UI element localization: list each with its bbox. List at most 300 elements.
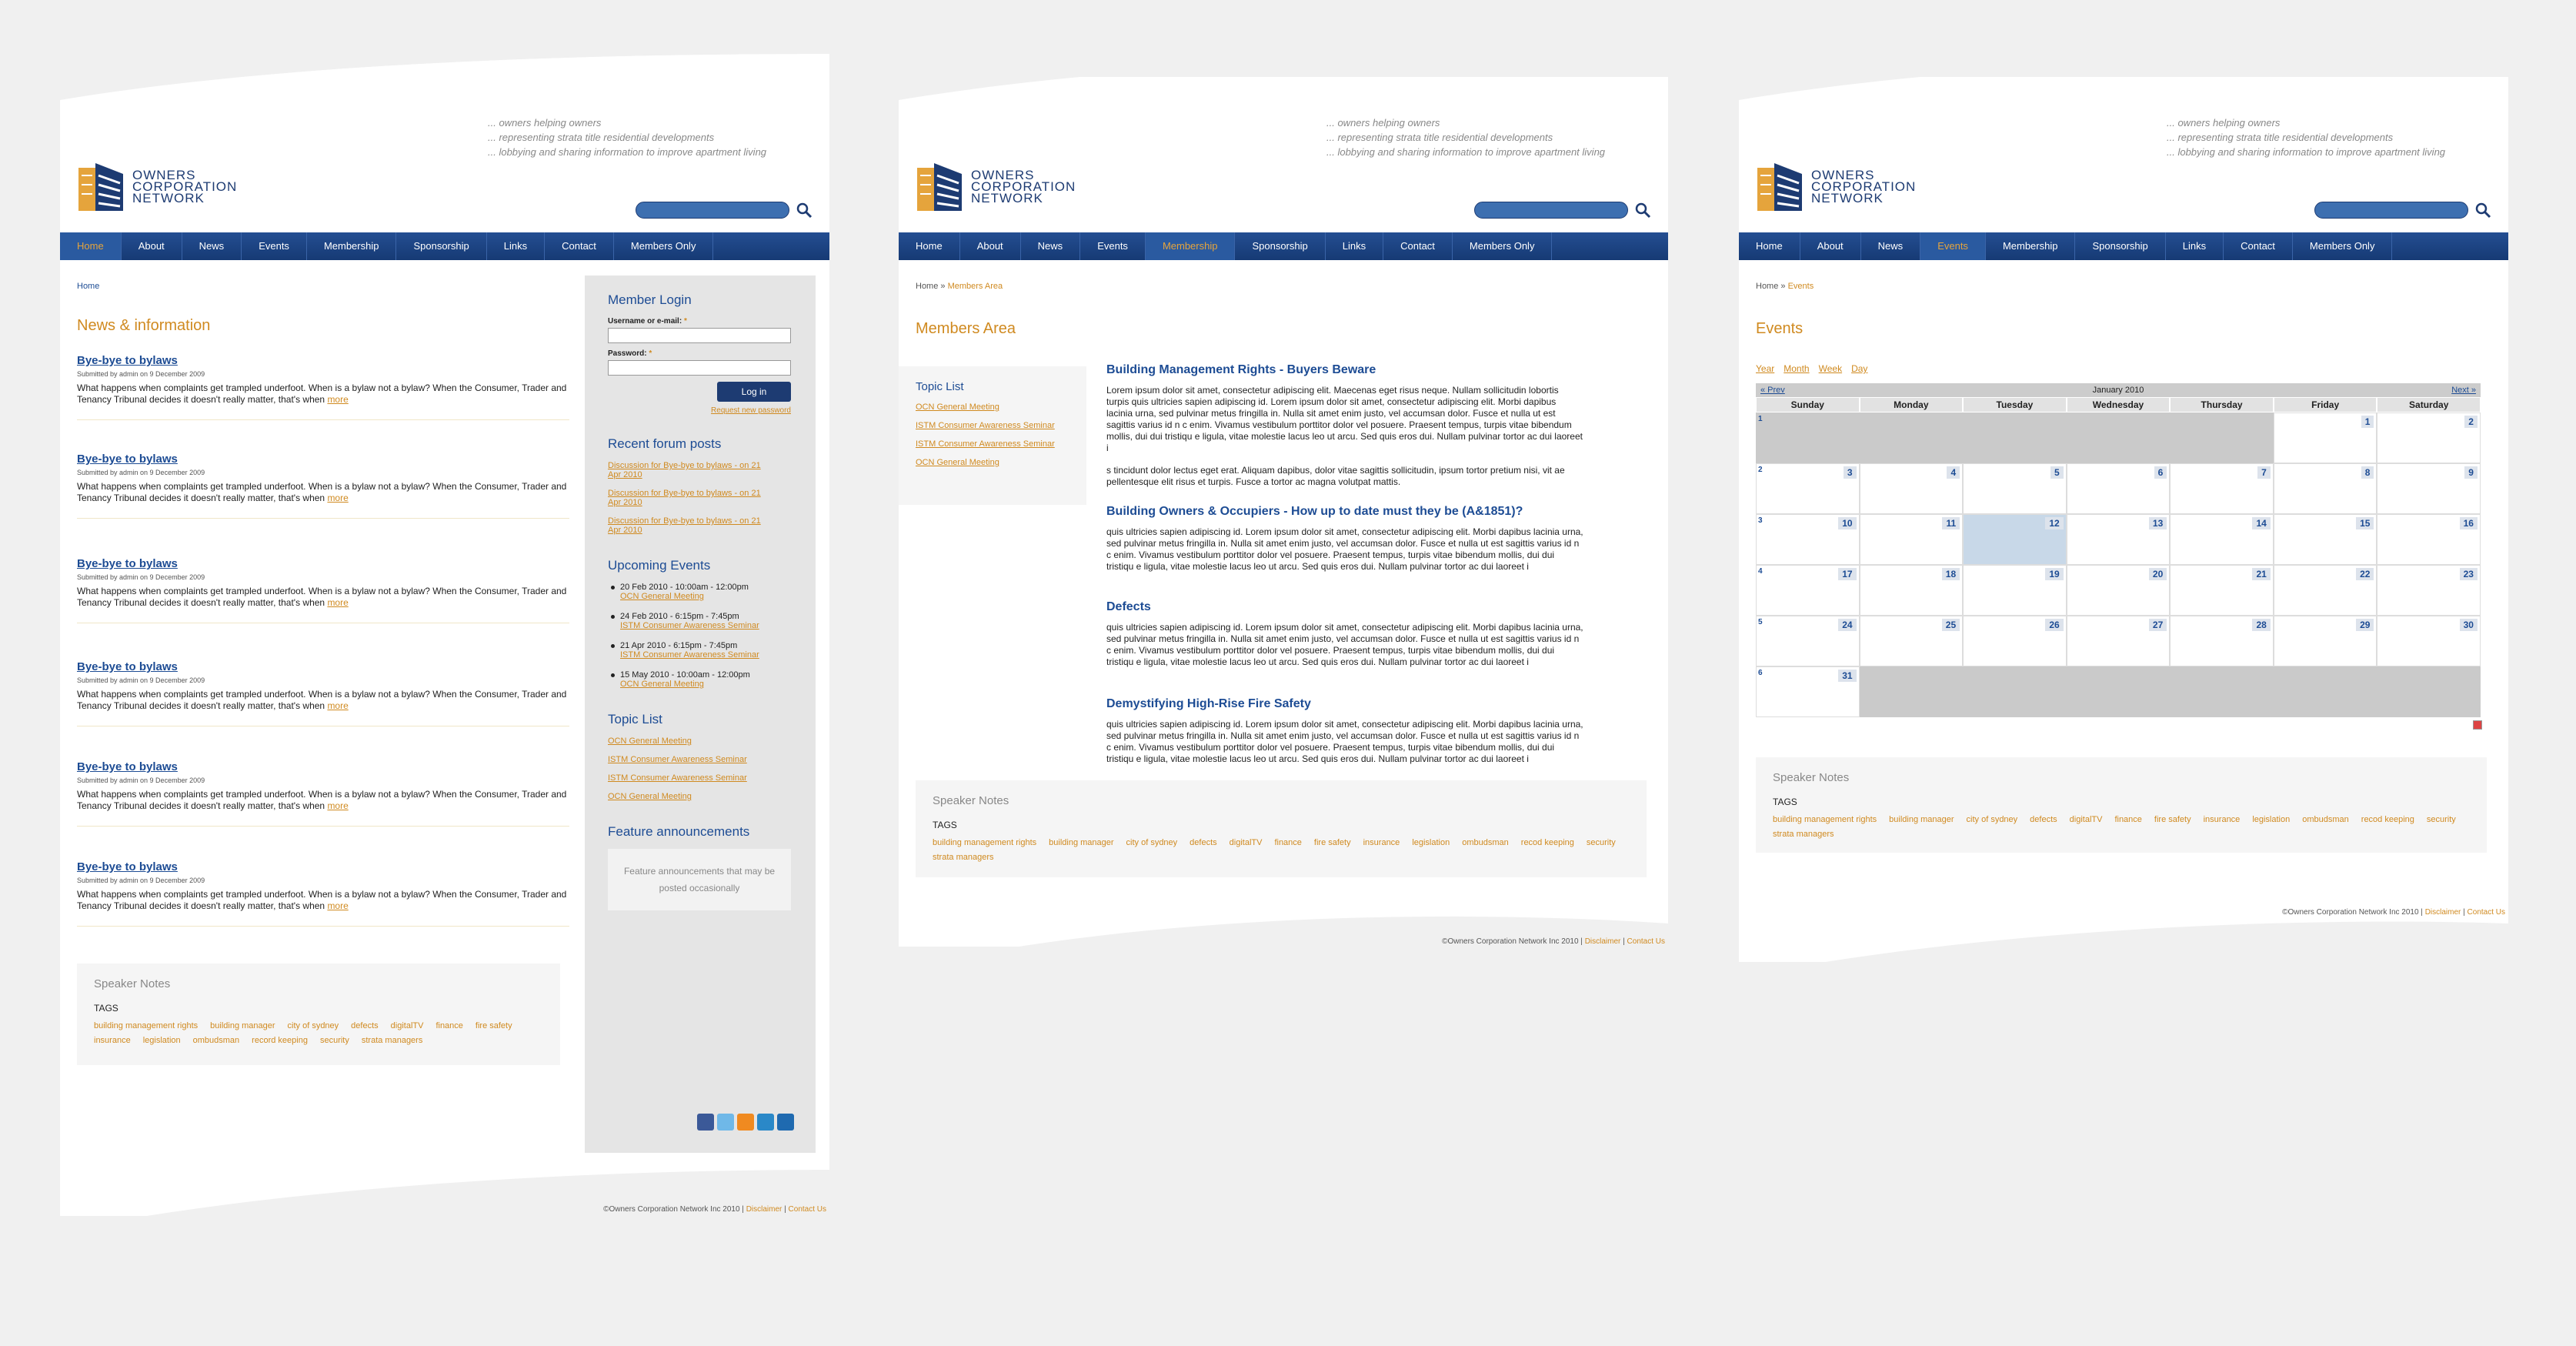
nav-contact[interactable]: Contact <box>1383 232 1453 260</box>
calendar-day-number[interactable]: 30 <box>2460 619 2478 631</box>
search-icon[interactable] <box>1634 202 1651 219</box>
tags-heading: TAGS <box>1773 797 1797 807</box>
article-title[interactable]: Building Owners & Occupiers - How up to date must they be (A&1851)? <box>1106 505 1523 518</box>
news-item-meta: Submitted by admin on 9 December 2009 <box>77 676 205 684</box>
weekday-label: Tuesday <box>1963 397 2067 412</box>
nav-sponsorship[interactable]: Sponsorship <box>2075 232 2165 260</box>
share-icon[interactable] <box>757 1114 774 1131</box>
tag-link[interactable]: security <box>1586 838 1616 847</box>
breadcrumb-home[interactable]: Home <box>77 282 100 291</box>
calendar-day-number[interactable]: 27 <box>2149 619 2167 631</box>
logo-text: OWNERS CORPORATION NETWORK <box>971 168 1076 205</box>
news-item-title[interactable]: Bye-bye to bylaws <box>77 760 178 773</box>
forum-post-link[interactable]: Discussion for Bye-bye to bylaws - on 21 Apr 2010 <box>608 516 761 535</box>
article <box>1106 505 1583 573</box>
calendar-day-cell[interactable] <box>1756 463 1860 514</box>
breadcrumb: Home » Events <box>1756 282 1814 291</box>
week-number[interactable]: 1 <box>1758 415 1763 423</box>
member-login-title: Member Login <box>608 292 692 307</box>
nav-news[interactable]: News <box>1861 232 1921 260</box>
news-item-body: What happens when complaints get trampled underfoot. When is a bylaw not a bylaw? When the Consumer, Trader and Tenancy Tribunal decides it doesn't really matter, that's when <box>77 481 567 503</box>
nav-home[interactable]: Home <box>1739 232 1800 260</box>
page-title: Events <box>1756 320 1804 337</box>
calendar-day-number[interactable]: 9 <box>2464 466 2478 479</box>
password-field[interactable] <box>608 360 791 376</box>
tag-link[interactable]: ombudsman <box>192 1036 240 1045</box>
breadcrumb-current: Events <box>1787 282 1814 291</box>
calendar-day-cell[interactable] <box>2377 565 2481 616</box>
social-icons <box>694 1114 794 1134</box>
tag-list <box>933 835 1630 864</box>
tag-link[interactable]: legislation <box>1412 838 1450 847</box>
tag-link[interactable]: legislation <box>142 1036 181 1045</box>
weekday-label: Wednesday <box>2067 397 2171 412</box>
tag-link[interactable]: recod keeping <box>1520 838 1574 847</box>
tab-day[interactable]: Day <box>1851 363 1868 374</box>
event-link[interactable]: ISTM Consumer Awareness Seminar <box>620 650 759 660</box>
tag-list <box>1773 812 2470 841</box>
calendar-day-number[interactable]: 17 <box>1838 568 1856 580</box>
calendar-day-cell[interactable] <box>1756 666 1860 717</box>
calendar-day-cell[interactable] <box>2067 514 2171 565</box>
calendar-day-cell[interactable] <box>1963 463 2067 514</box>
week-number[interactable]: 5 <box>1758 618 1763 626</box>
news-item-title[interactable]: Bye-bye to bylaws <box>77 453 178 466</box>
weekday-header <box>1756 397 2481 412</box>
request-password-link[interactable]: Request new password <box>711 406 791 415</box>
tab-month[interactable]: Month <box>1784 363 1810 374</box>
nav-membership[interactable]: Membership <box>1146 232 1236 260</box>
username-label: Username or e-mail: * <box>608 317 687 326</box>
news-page <box>60 77 829 1216</box>
tag-link[interactable]: finance <box>1274 838 1302 847</box>
tag-link[interactable]: building management rights <box>94 1021 199 1030</box>
more-link[interactable]: more <box>327 394 349 405</box>
nav-links[interactable]: Links <box>1326 232 1383 260</box>
nav-members-only[interactable]: Members Only <box>614 232 714 260</box>
feature-box: Feature announcements that may be posted occasionally <box>608 849 791 910</box>
calendar-day-number[interactable]: 1 <box>2361 416 2374 428</box>
nav-membership[interactable]: Membership <box>1986 232 2076 260</box>
nav-home[interactable]: Home <box>60 232 122 260</box>
topic-link[interactable]: OCN General Meeting <box>608 736 692 746</box>
calendar-day-cell <box>2170 412 2274 463</box>
calendar-day-number[interactable]: 21 <box>2252 568 2270 580</box>
news-item-meta: Submitted by admin on 9 December 2009 <box>77 777 205 784</box>
calendar-day-cell[interactable] <box>2274 565 2377 616</box>
nav-sponsorship[interactable]: Sponsorship <box>1235 232 1325 260</box>
calendar-day-cell <box>2274 666 2377 717</box>
tab-year[interactable]: Year <box>1756 363 1775 374</box>
tagline: ... owners helping owners ... representing strata title residential developments ... lobbying and sharing information to improve apartment living <box>1326 117 1606 158</box>
topic-list-title: Topic List <box>608 712 662 726</box>
calendar-day-cell <box>1963 666 2067 717</box>
tag-link[interactable]: defects <box>351 1021 379 1030</box>
tag-link[interactable]: fire safety <box>1313 838 1351 847</box>
footer: ©Owners Corporation Network Inc 2010 | Disclaimer | Contact Us <box>603 1205 826 1214</box>
calendar-day-cell[interactable] <box>2377 616 2481 666</box>
news-item-body: What happens when complaints get trampled underfoot. When is a bylaw not a bylaw? When the Consumer, Trader and Tenancy Tribunal decides it doesn't really matter, that's when <box>77 889 567 911</box>
forum-post-link[interactable]: Discussion for Bye-bye to bylaws - on 21 Apr 2010 <box>608 489 761 507</box>
forum-post-link[interactable]: Discussion for Bye-bye to bylaws - on 21 Apr 2010 <box>608 461 761 479</box>
breadcrumb-home[interactable]: Home <box>916 282 939 291</box>
calendar-day-number[interactable]: 31 <box>1838 670 1856 682</box>
event-link[interactable]: OCN General Meeting <box>620 680 704 689</box>
nav-membership[interactable]: Membership <box>307 232 397 260</box>
calendar-day-number[interactable]: 25 <box>1942 619 1960 631</box>
building-logo-icon <box>77 160 128 214</box>
page-bottom-curve <box>60 1170 829 1231</box>
calendar-header <box>1756 383 2481 397</box>
calendar-day-number[interactable]: 23 <box>2460 568 2478 580</box>
speaker-notes-title: Speaker Notes <box>1773 771 1850 784</box>
event-item: 20 Feb 2010 - 10:00am - 12:00pm OCN General Meeting <box>620 583 792 601</box>
topic-link[interactable]: ISTM Consumer Awareness Seminar <box>916 439 1055 449</box>
calendar-day-number[interactable]: 3 <box>1844 466 1857 479</box>
calendar-day-cell <box>1860 666 1964 717</box>
calendar-day-number[interactable]: 29 <box>2356 619 2374 631</box>
speaker-notes <box>1756 757 2487 853</box>
article-title[interactable]: Demystifying High-Rise Fire Safety <box>1106 697 1311 710</box>
disclaimer-link[interactable]: Disclaimer <box>1584 937 1621 946</box>
more-link[interactable]: more <box>327 597 349 608</box>
building-logo-icon <box>1756 160 1807 214</box>
tag-link[interactable]: insurance <box>2203 815 2241 824</box>
main-nav <box>1739 232 2508 260</box>
site-logo[interactable] <box>1756 160 1933 214</box>
calendar-day-cell[interactable] <box>2274 412 2377 463</box>
calendar-day-cell[interactable] <box>2377 412 2481 463</box>
search-icon[interactable] <box>796 202 813 219</box>
calendar-day-cell[interactable] <box>1860 514 1964 565</box>
week-number[interactable]: 4 <box>1758 567 1763 576</box>
forum-title: Recent forum posts <box>608 436 722 451</box>
tag-link[interactable]: finance <box>2114 815 2142 824</box>
tag-link[interactable]: security <box>2426 815 2456 824</box>
feature-title: Feature announcements <box>608 824 750 839</box>
tag-link[interactable]: record keeping <box>252 1036 308 1045</box>
more-link[interactable]: more <box>327 493 349 503</box>
weekday-label: Friday <box>2274 397 2377 412</box>
tag-link[interactable]: recod keeping <box>2361 815 2414 824</box>
calendar-day-cell[interactable] <box>1860 565 1964 616</box>
username-field[interactable] <box>608 328 791 343</box>
calendar-day-number[interactable]: 7 <box>2257 466 2271 479</box>
nav-links[interactable]: Links <box>2166 232 2224 260</box>
calendar-day-cell[interactable] <box>2170 514 2274 565</box>
calendar-day-cell[interactable] <box>2377 514 2481 565</box>
calendar-day-cell[interactable] <box>2170 565 2274 616</box>
nav-news[interactable]: News <box>182 232 242 260</box>
calendar-day-cell[interactable] <box>2170 463 2274 514</box>
nav-contact[interactable]: Contact <box>2224 232 2293 260</box>
nav-members-only[interactable]: Members Only <box>2293 232 2393 260</box>
calendar-day-cell <box>2377 666 2481 717</box>
calendar-day-number[interactable]: 16 <box>2460 517 2478 529</box>
calendar-day-cell[interactable] <box>1860 463 1964 514</box>
contact-link[interactable]: Contact Us <box>788 1205 826 1214</box>
more-link[interactable]: more <box>327 800 349 811</box>
breadcrumb-home[interactable]: Home <box>1756 282 1779 291</box>
nav-events[interactable]: Events <box>242 232 307 260</box>
event-item: 15 May 2010 - 10:00am - 12:00pm OCN General Meeting <box>620 670 792 689</box>
news-item-body: What happens when complaints get trampled underfoot. When is a bylaw not a bylaw? When the Consumer, Trader and Tenancy Tribunal decides it doesn't really matter, that's when <box>77 586 567 608</box>
facebook-icon[interactable] <box>697 1114 714 1131</box>
page-bottom-curve <box>1739 916 2508 977</box>
news-item-body: What happens when complaints get trampled underfoot. When is a bylaw not a bylaw? When the Consumer, Trader and Tenancy Tribunal decides it doesn't really matter, that's when <box>77 382 567 405</box>
calendar-day-cell[interactable] <box>2170 616 2274 666</box>
breadcrumb: Home » Members Area <box>916 282 1003 291</box>
tag-link[interactable]: building management rights <box>933 838 1037 847</box>
calendar-day-number[interactable]: 24 <box>1838 619 1856 631</box>
ical-icon[interactable] <box>2473 720 2482 730</box>
prev-month-link[interactable]: « Prev <box>1760 386 1785 395</box>
page-top-curve <box>1739 54 2508 100</box>
login-button[interactable]: Log in <box>717 382 791 402</box>
news-item <box>77 453 569 519</box>
calendar-day-number[interactable]: 13 <box>2149 517 2167 529</box>
nav-sponsorship[interactable]: Sponsorship <box>396 232 486 260</box>
main-nav <box>899 232 1668 260</box>
tag-link[interactable]: strata managers <box>361 1036 423 1045</box>
week-number[interactable]: 3 <box>1758 516 1763 525</box>
search-icon[interactable] <box>2474 202 2491 219</box>
calendar-day-cell[interactable] <box>1860 616 1964 666</box>
calendar-day-cell <box>2170 666 2274 717</box>
tag-link[interactable]: insurance <box>94 1036 131 1045</box>
tag-link[interactable]: city of sydney <box>1126 838 1178 847</box>
upcoming-events-title: Upcoming Events <box>608 558 711 573</box>
news-item <box>77 860 569 927</box>
tab-week[interactable]: Week <box>1818 363 1843 374</box>
tag-link[interactable]: fire safety <box>2154 815 2191 824</box>
more-link[interactable]: more <box>327 700 349 711</box>
tag-link[interactable]: security <box>319 1036 349 1045</box>
event-item: 24 Feb 2010 - 6:15pm - 7:45pm ISTM Consumer Awareness Seminar <box>620 612 792 630</box>
logo-text: OWNERS CORPORATION NETWORK <box>132 168 238 205</box>
tag-link[interactable]: defects <box>2030 815 2057 824</box>
calendar-day-cell[interactable] <box>1963 565 2067 616</box>
topic-link[interactable]: OCN General Meeting <box>608 792 692 801</box>
news-item-title[interactable]: Bye-bye to bylaws <box>77 660 178 673</box>
calendar-day-cell[interactable] <box>1756 514 1860 565</box>
calendar-day-cell <box>2067 666 2171 717</box>
topic-list-title: Topic List <box>916 380 964 393</box>
tag-link[interactable]: digitalTV <box>2069 815 2103 824</box>
search-input[interactable] <box>2314 202 2468 219</box>
tag-link[interactable]: finance <box>435 1021 463 1030</box>
calendar-view-tabs <box>1756 363 1877 374</box>
breadcrumb-current: Members Area <box>947 282 1003 291</box>
topic-link[interactable]: ISTM Consumer Awareness Seminar <box>608 773 747 783</box>
rss-icon[interactable] <box>737 1114 754 1131</box>
calendar-day-cell[interactable] <box>2067 463 2171 514</box>
sidebar <box>585 276 816 1153</box>
twitter-icon[interactable] <box>717 1114 734 1131</box>
tag-link[interactable]: building manager <box>1049 838 1114 847</box>
speaker-notes-title: Speaker Notes <box>933 794 1009 807</box>
topic-link[interactable]: ISTM Consumer Awareness Seminar <box>608 755 747 764</box>
calendar-day-number[interactable]: 20 <box>2149 568 2167 580</box>
news-item-title[interactable]: Bye-bye to bylaws <box>77 354 178 367</box>
tag-link[interactable]: city of sydney <box>287 1021 339 1030</box>
news-item-meta: Submitted by admin on 9 December 2009 <box>77 877 205 884</box>
calendar-day-number[interactable]: 2 <box>2464 416 2478 428</box>
nav-events[interactable]: Events <box>1080 232 1146 260</box>
news-item-body: What happens when complaints get trampled underfoot. When is a bylaw not a bylaw? When the Consumer, Trader and Tenancy Tribunal decides it doesn't really matter, that's when <box>77 789 567 811</box>
calendar-day-number[interactable]: 19 <box>2045 568 2063 580</box>
more-link[interactable]: more <box>327 900 349 911</box>
week-number[interactable]: 2 <box>1758 466 1763 474</box>
nav-contact[interactable]: Contact <box>545 232 614 260</box>
calendar-day-number[interactable]: 5 <box>2050 466 2064 479</box>
news-item-meta: Submitted by admin on 9 December 2009 <box>77 573 205 581</box>
footer: ©Owners Corporation Network Inc 2010 | Disclaimer | Contact Us <box>1442 937 1665 946</box>
tag-link[interactable]: insurance <box>1363 838 1400 847</box>
nav-home[interactable]: Home <box>899 232 960 260</box>
nav-news[interactable]: News <box>1021 232 1081 260</box>
calendar-day-number[interactable]: 15 <box>2356 517 2374 529</box>
calendar-day-number[interactable]: 12 <box>2045 517 2063 529</box>
event-link[interactable]: ISTM Consumer Awareness Seminar <box>620 621 759 630</box>
building-logo-icon <box>916 160 966 214</box>
calendar-day-number[interactable]: 18 <box>1942 568 1960 580</box>
tag-link[interactable]: building management rights <box>1773 815 1877 824</box>
news-item-title[interactable]: Bye-bye to bylaws <box>77 860 178 873</box>
calendar-day-number[interactable]: 22 <box>2356 568 2374 580</box>
article <box>1106 363 1583 488</box>
contact-link[interactable]: Contact Us <box>1627 937 1665 946</box>
calendar-day-cell[interactable] <box>2274 514 2377 565</box>
nav-about[interactable]: About <box>1800 232 1861 260</box>
news-item <box>77 760 569 827</box>
page-top-curve <box>60 54 829 100</box>
calendar-month: January 2010 <box>2092 386 2144 395</box>
calendar-day-cell[interactable] <box>1756 616 1860 666</box>
tag-link[interactable]: defects <box>1190 838 1217 847</box>
calendar-day-cell[interactable] <box>2274 616 2377 666</box>
members-page <box>899 77 1668 947</box>
speaker-notes <box>916 780 1647 877</box>
calendar-day-cell[interactable] <box>1963 616 2067 666</box>
tag-link[interactable]: ombudsman <box>2302 815 2349 824</box>
weekday-label: Saturday <box>2377 397 2481 412</box>
tag-link[interactable]: legislation <box>2252 815 2291 824</box>
week-number[interactable]: 6 <box>1758 669 1763 677</box>
news-item-title[interactable]: Bye-bye to bylaws <box>77 557 178 570</box>
calendar-grid <box>1756 412 2481 717</box>
event-link[interactable]: OCN General Meeting <box>620 592 704 601</box>
weekday-label: Thursday <box>2170 397 2274 412</box>
page-top-curve <box>899 54 1668 100</box>
calendar-day-number[interactable]: 10 <box>1838 517 1856 529</box>
page-title: News & information <box>77 317 211 334</box>
tag-link[interactable]: strata managers <box>933 853 994 862</box>
breadcrumb <box>77 282 99 291</box>
calendar-day-cell[interactable] <box>2067 616 2171 666</box>
tag-link[interactable]: ombudsman <box>1462 838 1509 847</box>
page-title: Members Area <box>916 320 1016 337</box>
calendar-day-cell[interactable] <box>2274 463 2377 514</box>
tag-link[interactable]: city of sydney <box>1966 815 2018 824</box>
calendar-day-cell[interactable] <box>2377 463 2481 514</box>
search-input[interactable] <box>636 202 789 219</box>
news-item <box>77 354 569 420</box>
calendar-day-cell[interactable] <box>1756 565 1860 616</box>
password-label: Password: * <box>608 349 652 358</box>
weekday-label: Monday <box>1860 397 1964 412</box>
calendar-day-cell <box>1756 412 1860 463</box>
nav-members-only[interactable]: Members Only <box>1453 232 1553 260</box>
tags-heading: TAGS <box>94 1003 118 1014</box>
calendar-day-number[interactable]: 28 <box>2252 619 2270 631</box>
delicious-icon[interactable] <box>777 1114 794 1131</box>
article-body: quis ultricies sapien adipiscing id. Lorem ipsum dolor sit amet, consectetur adipiscing elit. Morbi dapibus lacinia urna, sed pulvinar metus fringilla in. Nulla sit amet enim justo, vel accumsan dolor. Fusce et nulla ut est sagittis varius id n c enim. Vivamus vestibulum porttitor dolor vel posuere. Praesent tempus, turpis vitae bibendum mollis, dui dui tristiqu e ligula, vitae molestie lacus leo ut arcu. Sed quis eros dui. Nullam pulvinar tortor ac dui laoreet i <box>1106 719 1583 764</box>
next-month-link[interactable]: Next » <box>2451 386 2476 395</box>
nav-events[interactable]: Events <box>1920 232 1986 260</box>
topic-link[interactable]: OCN General Meeting <box>916 458 999 467</box>
calendar-day-cell <box>1963 412 2067 463</box>
nav-about[interactable]: About <box>960 232 1021 260</box>
tag-link[interactable]: fire safety <box>475 1021 512 1030</box>
search-input[interactable] <box>1474 202 1628 219</box>
nav-about[interactable]: About <box>122 232 182 260</box>
article-body: quis ultricies sapien adipiscing id. Lorem ipsum dolor sit amet, consectetur adipiscing elit. Morbi dapibus lacinia urna, sed pulvinar metus fringilla in. Nulla sit amet enim justo, vel accumsan dolor. Fusce et nulla ut est sagittis varius id n c enim. Vivamus vestibulum porttitor dolor vel posuere. Praesent tempus, turpis vitae bibendum mollis, dui dui tristiqu e ligula, vitae molestie lacus leo ut arcu. Sed quis eros dui. Nullam pulvinar tortor ac dui laoreet i <box>1106 622 1583 667</box>
tag-link[interactable]: digitalTV <box>1229 838 1263 847</box>
calendar-day-number[interactable]: 14 <box>2252 517 2270 529</box>
tag-list <box>94 1018 543 1047</box>
disclaimer-link[interactable]: Disclaimer <box>746 1205 782 1214</box>
topic-link[interactable]: OCN General Meeting <box>916 402 999 412</box>
calendar <box>1756 383 2481 717</box>
topic-link[interactable]: ISTM Consumer Awareness Seminar <box>916 421 1055 430</box>
news-item <box>77 557 569 623</box>
calendar-day-number[interactable]: 11 <box>1942 517 1960 529</box>
topic-list <box>899 366 1086 505</box>
logo-text: OWNERS CORPORATION NETWORK <box>1811 168 1917 205</box>
site-logo[interactable] <box>916 160 1093 214</box>
calendar-day-number[interactable]: 4 <box>1947 466 1960 479</box>
tag-link[interactable]: digitalTV <box>390 1021 424 1030</box>
site-logo[interactable] <box>77 160 254 214</box>
article-title[interactable]: Defects <box>1106 600 1151 613</box>
calendar-day-number[interactable]: 26 <box>2045 619 2063 631</box>
speaker-notes-title: Speaker Notes <box>94 977 171 990</box>
tag-link[interactable]: building manager <box>1889 815 1954 824</box>
calendar-day-number[interactable]: 6 <box>2154 466 2167 479</box>
tagline: ... owners helping owners ... representing strata title residential developments ... lobbying and sharing information to improve apartment living <box>488 117 767 158</box>
footer: ©Owners Corporation Network Inc 2010 | Disclaimer | Contact Us <box>2282 908 2505 917</box>
calendar-day-cell[interactable] <box>1963 514 2067 565</box>
tags-heading: TAGS <box>933 820 957 830</box>
main-nav <box>60 232 829 260</box>
tag-link[interactable]: building manager <box>210 1021 275 1030</box>
news-item <box>77 660 569 726</box>
tag-link[interactable]: strata managers <box>1773 830 1834 839</box>
article-title[interactable]: Building Management Rights - Buyers Beware <box>1106 363 1376 376</box>
calendar-day-cell[interactable] <box>2067 565 2171 616</box>
news-item-meta: Submitted by admin on 9 December 2009 <box>77 469 205 476</box>
article <box>1106 600 1583 668</box>
disclaimer-link[interactable]: Disclaimer <box>2424 908 2461 917</box>
calendar-day-cell <box>1860 412 1964 463</box>
nav-links[interactable]: Links <box>487 232 545 260</box>
article <box>1106 697 1583 765</box>
event-item: 21 Apr 2010 - 6:15pm - 7:45pm ISTM Consumer Awareness Seminar <box>620 641 792 660</box>
contact-link[interactable]: Contact Us <box>2467 908 2505 917</box>
calendar-day-number[interactable]: 8 <box>2361 466 2374 479</box>
speaker-notes <box>77 964 560 1065</box>
